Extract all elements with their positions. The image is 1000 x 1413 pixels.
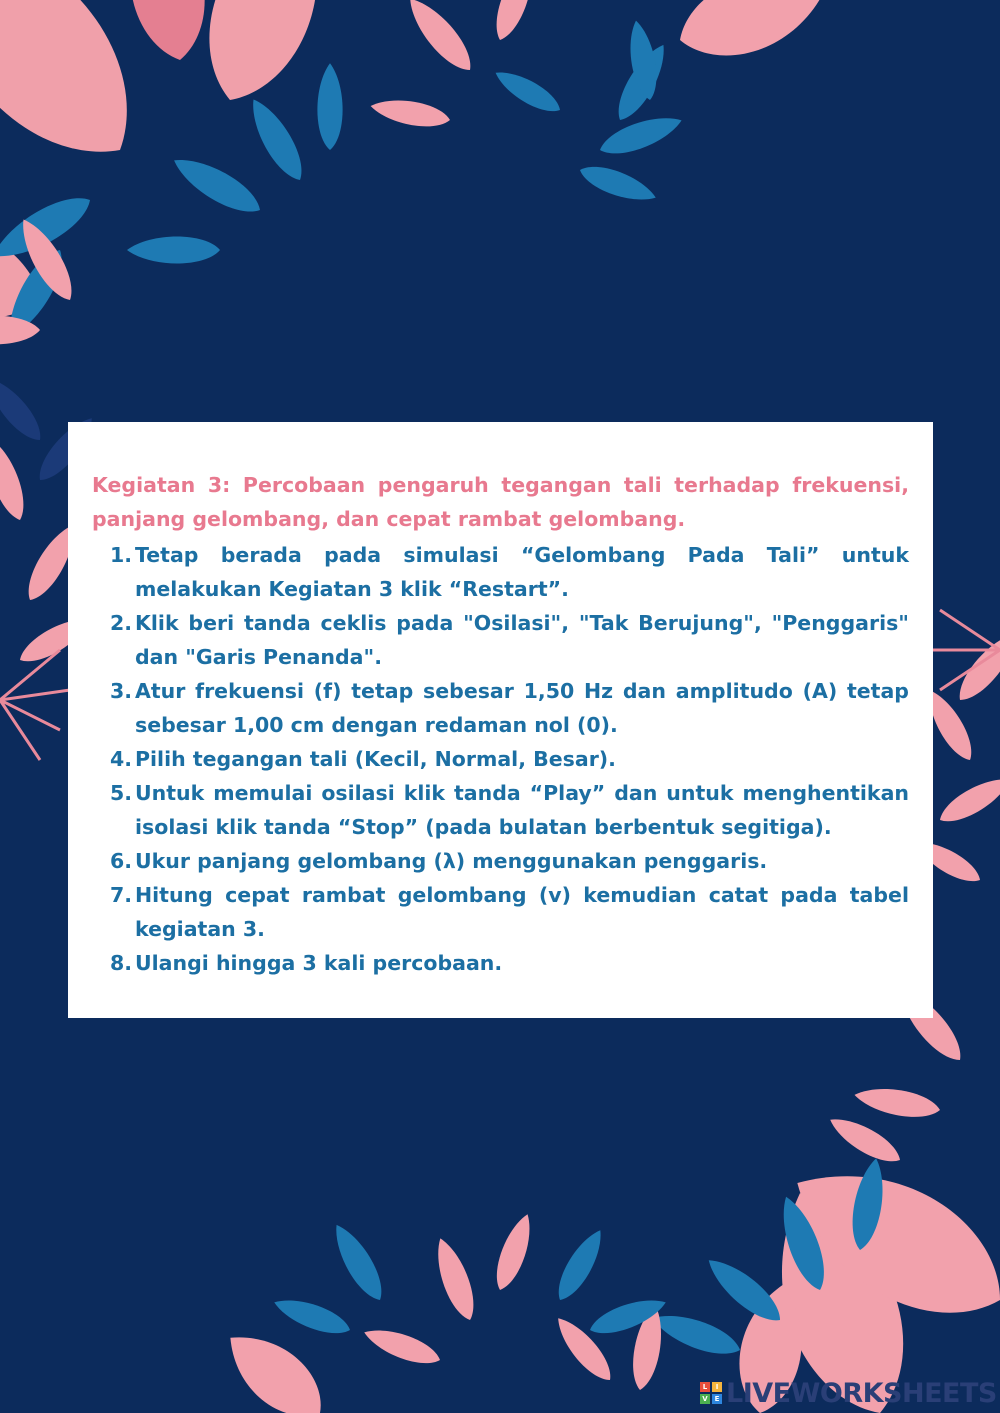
step-item bbox=[92, 946, 909, 980]
step-number: 2. bbox=[109, 611, 132, 635]
step-item bbox=[92, 674, 909, 742]
step-item bbox=[92, 606, 909, 674]
step-number: 3. bbox=[109, 679, 132, 703]
instruction-card bbox=[68, 422, 933, 1018]
activity-heading: Kegiatan 3: Percobaan pengaruh tegangan tali terhadap frekuensi, panjang gelombang, dan cepat rambat gelombang. bbox=[92, 473, 909, 531]
logo-letter: V bbox=[700, 1394, 710, 1404]
step-text: Atur frekuensi (f) tetap sebesar 1,50 Hz dan amplitudo (A) tetap sebesar 1,00 cm dengan redaman nol (0). bbox=[135, 679, 909, 737]
step-item bbox=[92, 844, 909, 878]
steps-list bbox=[92, 538, 909, 980]
step-text: Pilih tegangan tali (Kecil, Normal, Besar). bbox=[135, 747, 616, 771]
step-number: 5. bbox=[109, 781, 132, 805]
logo-letter: L bbox=[700, 1382, 710, 1392]
step-text: Ukur panjang gelombang (λ) menggunakan penggaris. bbox=[135, 849, 768, 873]
step-number: 6. bbox=[109, 849, 132, 873]
step-number: 4. bbox=[109, 747, 132, 771]
step-item bbox=[92, 878, 909, 946]
step-item bbox=[92, 538, 909, 606]
step-item bbox=[92, 742, 909, 776]
step-number: 7. bbox=[109, 883, 132, 907]
logo-letter: I bbox=[712, 1382, 722, 1392]
step-text: Hitung cepat rambat gelombang (v) kemudian catat pada tabel kegiatan 3. bbox=[135, 883, 909, 941]
logo-letter: E bbox=[712, 1394, 722, 1404]
step-number: 1. bbox=[109, 543, 132, 567]
step-text: Tetap berada pada simulasi “Gelombang Pada Tali” untuk melakukan Kegiatan 3 klik “Restart”. bbox=[135, 543, 909, 601]
step-text: Ulangi hingga 3 kali percobaan. bbox=[135, 951, 503, 975]
step-item bbox=[92, 776, 909, 844]
logo-icon bbox=[700, 1382, 722, 1404]
step-text: Klik beri tanda ceklis pada "Osilasi", "Tak Berujung", "Penggaris" dan "Garis Penanda". bbox=[135, 611, 909, 669]
step-text: Untuk memulai osilasi klik tanda “Play” dan untuk menghentikan isolasi klik tanda “Stop” (pada bulatan berbentuk segitiga). bbox=[135, 781, 909, 839]
step-number: 8. bbox=[109, 951, 132, 975]
liveworksheets-logo[interactable] bbox=[700, 1376, 997, 1410]
brand-name: LIVEWORKSHEETS bbox=[726, 1377, 997, 1409]
